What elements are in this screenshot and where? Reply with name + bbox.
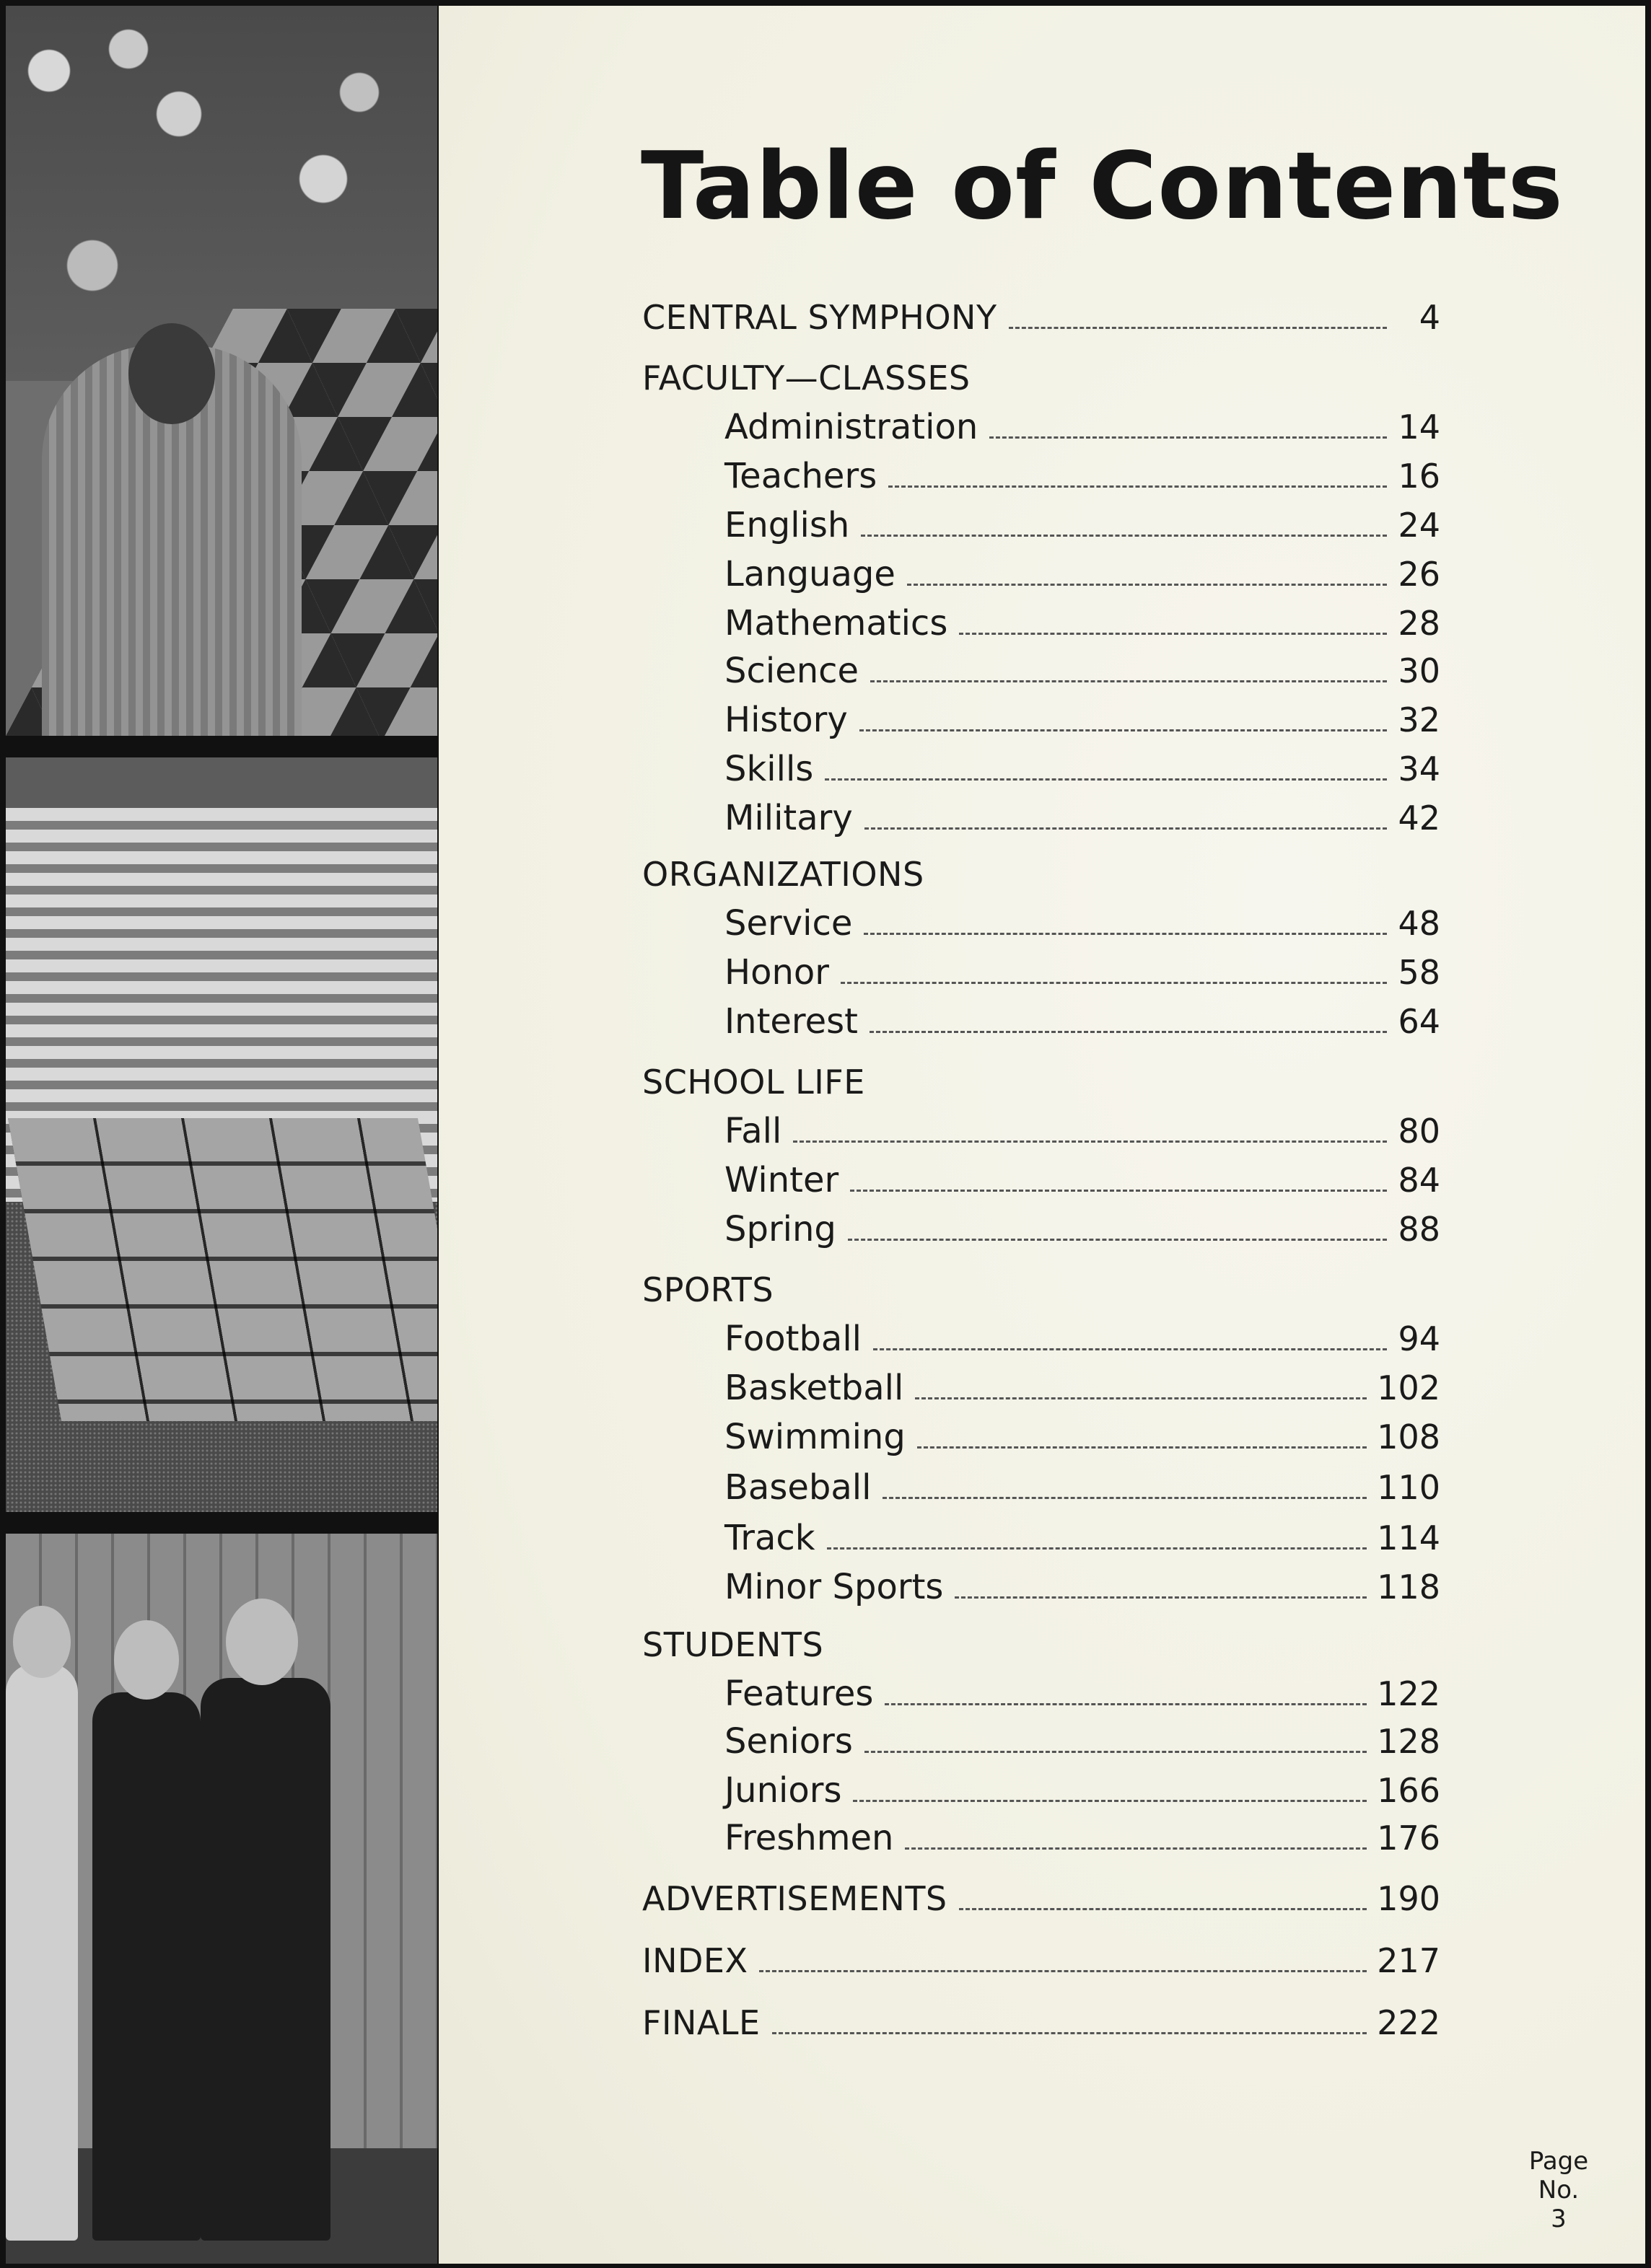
toc-entry-page-number: 110: [1377, 1468, 1440, 1507]
toc-entry[interactable]: [724, 1672, 1440, 1715]
toc-entry-page-number: 190: [1377, 1879, 1440, 1918]
dotted-leader: [841, 982, 1387, 984]
toc-entry[interactable]: [724, 454, 1440, 498]
dotted-leader: [848, 1239, 1387, 1241]
dotted-leader: [864, 933, 1387, 935]
toc-entry[interactable]: [724, 1816, 1440, 1860]
dotted-leader: [870, 1031, 1387, 1033]
toc-entry-page-number: 14: [1398, 408, 1440, 447]
toc-entry-page-number: 114: [1377, 1518, 1440, 1557]
toc-entry-page-number: 176: [1377, 1819, 1440, 1858]
toc-entry-page-number: 42: [1398, 799, 1440, 838]
toc-entry-label: Seniors: [724, 1721, 853, 1762]
toc-entry[interactable]: [724, 1415, 1440, 1459]
dotted-leader: [955, 1596, 1367, 1599]
toc-entry-page-number: 26: [1398, 555, 1440, 594]
toc-entry[interactable]: [724, 1000, 1440, 1043]
toc-entry-label: Track: [724, 1518, 815, 1558]
toc-entry-label: Basketball: [724, 1368, 904, 1408]
toc-entry-page-number: 30: [1398, 651, 1440, 690]
toc-entry-page-number: 118: [1377, 1568, 1440, 1606]
toc-entry[interactable]: [724, 504, 1440, 547]
dotted-leader: [870, 680, 1387, 682]
dotted-leader: [915, 1397, 1367, 1399]
toc-entry-page-number: 88: [1398, 1210, 1440, 1249]
toc-entry[interactable]: [724, 1466, 1440, 1509]
dotted-leader: [793, 1140, 1387, 1143]
toc-entry[interactable]: [724, 553, 1440, 596]
dotted-leader: [864, 1751, 1367, 1753]
toc-entry-label: Juniors: [724, 1770, 842, 1811]
dotted-leader: [873, 1348, 1387, 1350]
toc-entry-page-number: 166: [1377, 1771, 1440, 1810]
toc-section-heading: STUDENTS: [642, 1625, 824, 1664]
toc-entry[interactable]: [724, 602, 1440, 645]
bleachers-photo: [6, 757, 437, 1512]
toc-entry-page-number: 24: [1398, 506, 1440, 545]
dotted-leader: [853, 1800, 1367, 1802]
page-label-line2: No.: [1538, 2176, 1580, 2205]
dotted-leader: [859, 729, 1387, 731]
page-label-line3: 3: [1551, 2205, 1567, 2233]
dotted-leader: [885, 1703, 1367, 1705]
toc-entry[interactable]: [724, 951, 1440, 994]
dotted-leader: [959, 633, 1387, 635]
dotted-leader: [959, 1908, 1367, 1910]
toc-entry-label: FINALE: [642, 2003, 761, 2042]
page-title: Table of Contents: [641, 133, 1564, 240]
toc-entry-page-number: 28: [1398, 604, 1440, 643]
toc-entry[interactable]: [642, 296, 1440, 339]
dotted-leader: [1009, 327, 1387, 329]
classroom-photo: [6, 6, 437, 736]
toc-entry-label: Language: [724, 554, 895, 594]
toc-entry[interactable]: [724, 649, 1440, 693]
toc-entry-label: Service: [724, 903, 853, 944]
toc-entry-label: Skills: [724, 749, 814, 789]
toc-entry-label: Features: [724, 1674, 874, 1714]
toc-entry-page-number: 58: [1398, 953, 1440, 992]
toc-section-heading: SCHOOL LIFE: [642, 1063, 865, 1102]
toc-entry-page-number: 16: [1398, 457, 1440, 496]
toc-entry-label: Mathematics: [724, 603, 948, 643]
toc-section-heading: SPORTS: [642, 1270, 774, 1309]
toc-entry[interactable]: [724, 796, 1440, 840]
toc-entry[interactable]: [724, 1565, 1440, 1609]
toc-entry-label: INDEX: [642, 1941, 748, 1980]
toc-entry[interactable]: [724, 1208, 1440, 1251]
toc-entry-label: Winter: [724, 1160, 839, 1200]
toc-entry[interactable]: [724, 747, 1440, 791]
toc-entry-label: Administration: [724, 407, 978, 447]
toc-entry-label: Interest: [724, 1001, 858, 1042]
dotted-leader: [905, 1847, 1367, 1850]
toc-section-heading: ORGANIZATIONS: [642, 855, 924, 894]
toc-entry-page-number: 48: [1398, 904, 1440, 943]
dotted-leader: [864, 827, 1387, 830]
page-label-line1: Page: [1528, 2147, 1589, 2176]
toc-entry[interactable]: [642, 1877, 1440, 1920]
toc-entry-page-number: 94: [1398, 1319, 1440, 1358]
toc-entry-page-number: 80: [1398, 1112, 1440, 1151]
dotted-leader: [989, 436, 1387, 439]
toc-entry[interactable]: [642, 2001, 1440, 2044]
dotted-leader: [917, 1446, 1367, 1449]
dotted-leader: [907, 584, 1387, 586]
toc-entry-page-number: 64: [1398, 1002, 1440, 1041]
dotted-leader: [888, 485, 1387, 488]
toc-entry-label: Football: [724, 1319, 862, 1359]
toc-entry-page-number: 102: [1377, 1368, 1440, 1407]
toc-entry-page-number: 128: [1377, 1722, 1440, 1761]
toc-entry-label: English: [724, 505, 850, 545]
dotted-leader: [827, 1547, 1367, 1550]
toc-entry[interactable]: [724, 1769, 1440, 1812]
toc-entry[interactable]: [724, 902, 1440, 945]
toc-entry-page-number: 108: [1377, 1418, 1440, 1456]
dotted-leader: [883, 1497, 1367, 1499]
toc-entry-label: Fall: [724, 1111, 782, 1151]
toc-entry-label: Swimming: [724, 1417, 906, 1457]
toc-entry-label: Freshmen: [724, 1818, 894, 1858]
toc-entry[interactable]: [724, 1366, 1440, 1410]
toc-entry[interactable]: [724, 1109, 1440, 1153]
toc-entry-label: Baseball: [724, 1467, 872, 1508]
toc-entry-label: Honor: [724, 952, 829, 993]
dotted-leader: [772, 2032, 1367, 2034]
toc-entry[interactable]: [724, 405, 1440, 449]
toc-entry-page-number: 122: [1377, 1674, 1440, 1713]
toc-entry-page-number: 84: [1398, 1161, 1440, 1200]
toc-entry-label: ADVERTISEMENTS: [642, 1879, 947, 1918]
toc-entry[interactable]: [724, 1317, 1440, 1361]
toc-entry-label: Minor Sports: [724, 1567, 944, 1607]
toc-entry-page-number: 217: [1377, 1941, 1440, 1980]
toc-entry[interactable]: [642, 1939, 1440, 1982]
students-on-stage-photo: [6, 1534, 437, 2264]
toc-entry[interactable]: [724, 1720, 1440, 1763]
toc-entry-label: Spring: [724, 1209, 836, 1249]
page-number-label: [1515, 2147, 1602, 2233]
toc-entry[interactable]: [724, 698, 1440, 742]
toc-entry-page-number: 32: [1398, 700, 1440, 739]
toc-entry-label: History: [724, 700, 848, 740]
toc-section-heading: FACULTY—CLASSES: [642, 359, 971, 397]
toc-entry-label: Military: [724, 798, 853, 838]
toc-entry[interactable]: [724, 1516, 1440, 1560]
toc-entry-label: Science: [724, 651, 859, 691]
toc-entry[interactable]: [724, 1159, 1440, 1202]
dotted-leader: [759, 1970, 1367, 1972]
toc-entry-page-number: 34: [1398, 750, 1440, 788]
toc-entry-label: CENTRAL SYMPHONY: [642, 298, 997, 337]
dotted-leader: [850, 1190, 1387, 1192]
toc-entry-label: Teachers: [724, 456, 877, 496]
toc-entry-page-number: 222: [1377, 2003, 1440, 2042]
toc-entry-page-number: 4: [1419, 298, 1440, 337]
dotted-leader: [825, 778, 1387, 781]
dotted-leader: [861, 535, 1387, 537]
